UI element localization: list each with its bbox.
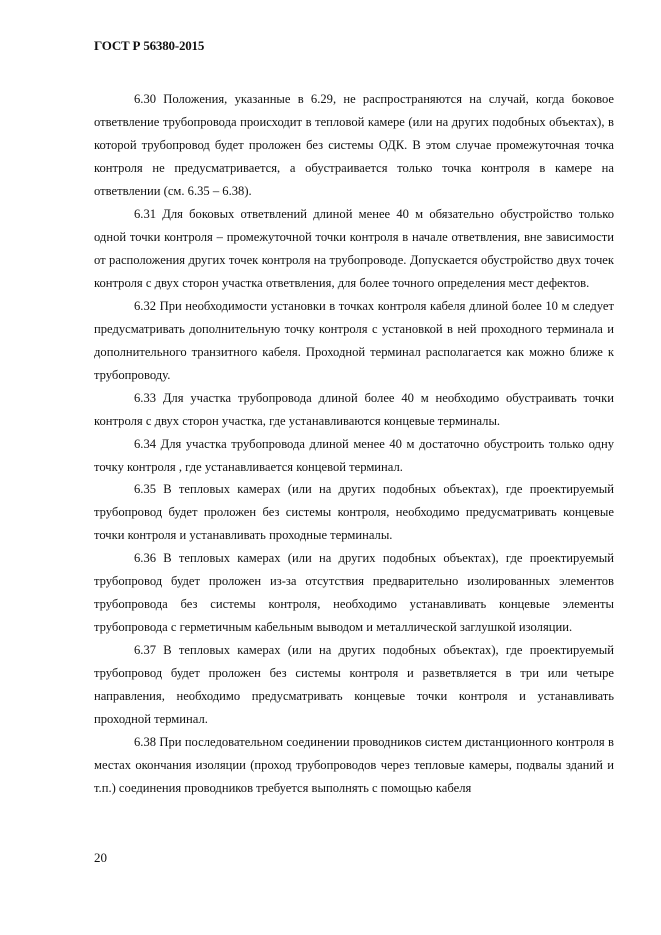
paragraph-6-35: 6.35 В тепловых камерах (или на других подобных объектах), где проектируемый трубопровод будет проложен без системы контроля, необходимо предусматривать концевые точки контроля и устанавливать проходные терминалы. bbox=[94, 482, 614, 543]
document-header-standard-id: ГОСТ Р 56380-2015 bbox=[94, 38, 205, 53]
paragraph-6-36: 6.36 В тепловых камерах (или на других подобных объектах), где проектируемый трубопровод будет проложен из-за отсутствия предварительно изолированных элементов трубопровода без системы контроля, необходимо устанавливать концевые элементы трубопровода с герметичным кабельным выводом и металлической заглушкой изоляции. bbox=[94, 551, 614, 635]
paragraph-6-32: 6.32 При необходимости установки в точках контроля кабеля длиной более 10 м следует предусматривать дополнительную точку контроля с установкой в ней проходного терминала и дополнительного транзитного кабеля. Проходной терминал располагается как можно ближе к трубопроводу. bbox=[94, 298, 614, 382]
paragraph-6-37: 6.37 В тепловых камерах (или на других подобных объектах), где проектируемый трубопровод будет проложен без системы контроля и разветвляется в три или четыре направления, необходимо предусматривать концевые точки контроля и устанавливать проходной терминал. bbox=[94, 643, 614, 727]
paragraph-6-38: 6.38 При последовательном соединении проводников систем дистанционного контроля в местах окончания изоляции (проход трубопроводов через тепловые камеры, подвалы зданий и т.п.) соединения проводников требуется выполнять с помощью кабеля bbox=[94, 735, 614, 796]
document-body bbox=[94, 88, 614, 800]
paragraph-6-30: 6.30 Положения, указанные в 6.29, не распространяются на случай, когда боковое ответвление трубопровода происходит в тепловой камере (или на других подобных объектах), в которой трубопровод будет проложен без системы ОДК. В этом случае промежуточная точка контроля не предусматривается, а обустраивается только точка контроля в камере на ответвлении (см. 6.35 – 6.38). bbox=[94, 92, 614, 198]
paragraph-6-31: 6.31 Для боковых ответвлений длиной менее 40 м обязательно обустройство только одной точки контроля – промежуточной точки контроля в начале ответвления, вне зависимости от расположения других точек контроля на трубопроводе. Допускается обустройство двух точек контроля с двух сторон участка ответвления, для более точного определения мест дефектов. bbox=[94, 206, 614, 290]
page-number: 20 bbox=[94, 850, 107, 865]
paragraph-6-33: 6.33 Для участка трубопровода длиной более 40 м необходимо обустраивать точки контроля с двух сторон участка, где устанавливаются концевые терминалы. bbox=[94, 390, 614, 428]
paragraph-6-34: 6.34 Для участка трубопровода длиной менее 40 м достаточно обустроить только одну точку контроля , где устанавливается концевой терминал. bbox=[94, 436, 614, 474]
